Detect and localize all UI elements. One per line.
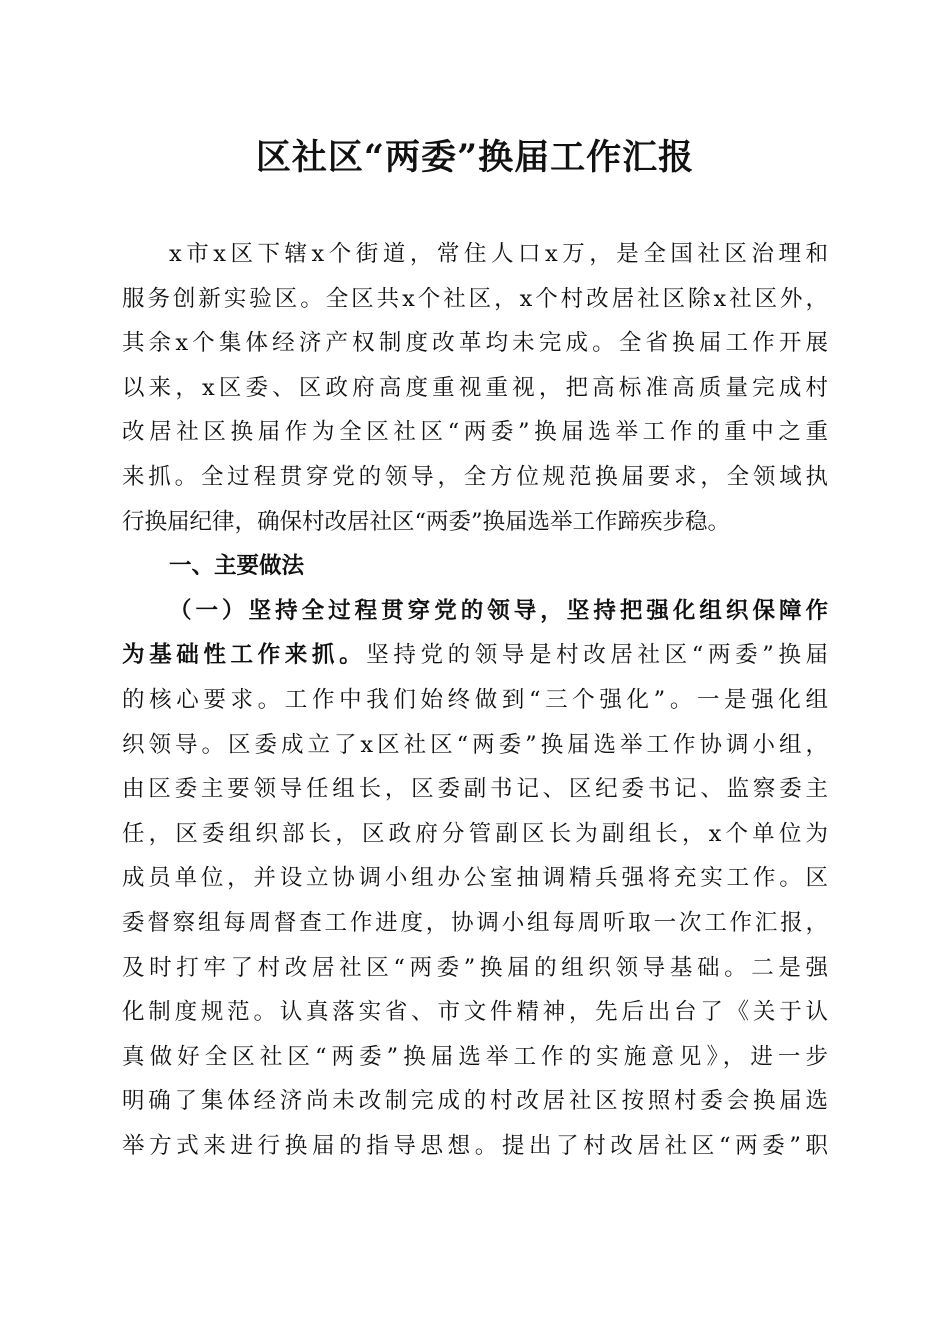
paragraph-line: 来抓。全过程贯穿党的领导，全方位规范换届要求，全领域执 bbox=[122, 463, 828, 490]
paragraph-line: 以来，x区委、区政府高度重视重视，把高标准高质量完成村 bbox=[122, 374, 828, 401]
paragraph-line: 任，区委组织部长，区政府分管副区长为副组长，x个单位为 bbox=[122, 820, 828, 847]
paragraph-line: 的核心要求。工作中我们始终做到“三个强化”。一是强化组 bbox=[122, 686, 828, 713]
paragraph-line: 举方式来进行换届的指导思想。提出了村改居社区“两委”职 bbox=[122, 1132, 828, 1159]
paragraph-line: 委督察组每周督查工作进度，协调小组每周听取一次工作汇报， bbox=[122, 909, 828, 936]
paragraph-line: 服务创新实验区。全区共x个社区，x个村改居社区除x社区外， bbox=[122, 285, 828, 312]
paragraph-line: 行换届纪律，确保村改居社区“两委”换届选举工作蹄疾步稳。 bbox=[122, 508, 731, 535]
document-body bbox=[122, 232, 828, 1168]
paragraph-line: 其余x个集体经济产权制度改革均未完成。全省换届工作开展 bbox=[122, 330, 828, 357]
paragraph-line: 化制度规范。认真落实省、市文件精神，先后出台了《关于认 bbox=[122, 999, 828, 1026]
subsection-heading-end: 为基础性工作来抓。 bbox=[122, 642, 367, 669]
mixed-line bbox=[122, 633, 828, 678]
paragraph-line: 由区委主要领导任组长，区委副书记、区纪委书记、监察委主 bbox=[122, 776, 828, 803]
paragraph-line: 成员单位，并设立协调小组办公室抽调精兵强将充实工作。区 bbox=[122, 865, 828, 892]
paragraph-line: 明确了集体经济尚未改制完成的村改居社区按照村委会换届选 bbox=[122, 1088, 828, 1115]
paragraph-line: 及时打牢了村改居社区“两委”换届的组织领导基础。二是强 bbox=[122, 954, 828, 981]
paragraph-line: 织领导。区委成立了x区社区“两委”换届选举工作协调小组， bbox=[122, 731, 828, 758]
subsection-heading-line: （一）坚持全过程贯穿党的领导，坚持把强化组织保障作 bbox=[169, 597, 828, 624]
paragraph-line: x市x区下辖x个街道，常住人口x万，是全国社区治理和 bbox=[169, 241, 828, 267]
section-heading: 一、主要做法 bbox=[169, 553, 305, 580]
paragraph-text: 坚持党的领导是村改居社区“两委”换届 bbox=[366, 642, 828, 669]
paragraph-line: 改居社区换届作为全区社区“两委”换届选举工作的重中之重 bbox=[122, 419, 828, 446]
paragraph-line: 真做好全区社区“两委”换届选举工作的实施意见》，进一步 bbox=[122, 1043, 828, 1070]
document-title: 区社区“两委”换届工作汇报 bbox=[255, 137, 695, 178]
